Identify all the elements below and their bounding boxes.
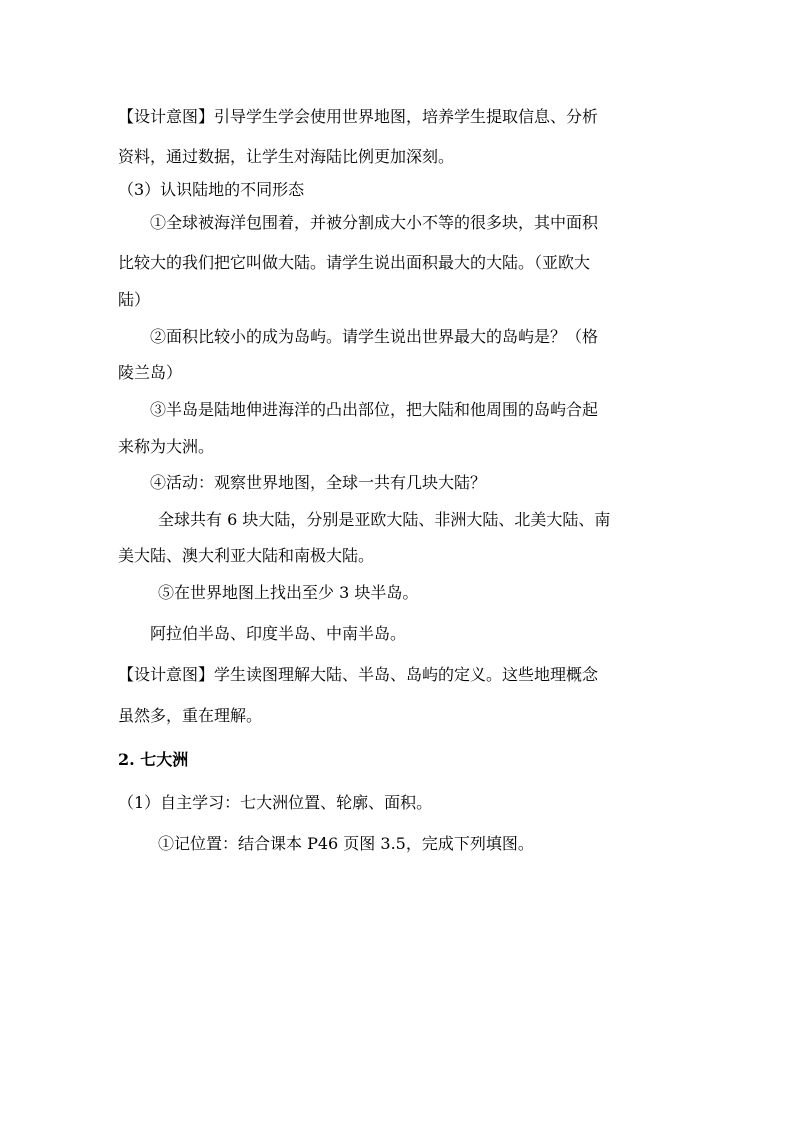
- item-1-line-2: 比较大的我们把它叫做大陆。请学生说出面积最大的大陆。（亚欧大: [118, 253, 591, 272]
- design-intent-1-line-2: 资料，通过数据，让学生对海陆比例更加深刻。: [118, 147, 455, 166]
- continents-answer-line-1: 全球共有 6 块大陆，分别是亚欧大陆、非洲大陆、北美大陆、南: [158, 510, 611, 529]
- item-5-line: ⑤在世界地图上找出至少 3 块半岛。: [158, 583, 419, 602]
- self-study-line: （1）自主学习：七大洲位置、轮廓、面积。: [118, 793, 433, 812]
- item-4-line: ④活动：观察世界地图，全球一共有几块大陆？: [150, 473, 487, 492]
- section-2-heading: 2. 七大洲: [118, 750, 189, 769]
- design-intent-2-line-2: 虽然多，重在理解。: [118, 706, 263, 725]
- design-intent-1-line-1: 【设计意图】引导学生学会使用世界地图，培养学生提取信息、分析: [118, 107, 599, 126]
- peninsulas-answer-line: 阿拉伯半岛、印度半岛、中南半岛。: [150, 624, 407, 643]
- position-task-line: ①记位置：结合课本 P46 页图 3.5，完成下列填图。: [158, 834, 534, 853]
- item-3-line-1: ③半岛是陆地伸进海洋的凸出部位，把大陆和他周围的岛屿合起: [150, 400, 599, 419]
- continents-answer-line-2: 美大陆、澳大利亚大陆和南极大陆。: [118, 546, 375, 565]
- design-intent-2-line-1: 【设计意图】学生读图理解大陆、半岛、岛屿的定义。这些地理概念: [118, 665, 599, 684]
- item-2-line-1: ②面积比较小的成为岛屿。请学生说出世界最大的岛屿是？（格: [150, 327, 599, 346]
- item-2-line-2: 陵兰岛）: [118, 363, 183, 382]
- item-1-line-1: ①全球被海洋包围着，并被分割成大小不等的很多块，其中面积: [150, 213, 599, 232]
- item-1-line-3: 陆）: [118, 290, 151, 309]
- item-3-line-2: 来称为大洲。: [118, 437, 215, 456]
- section-3-heading: （3）认识陆地的不同形态: [118, 180, 305, 199]
